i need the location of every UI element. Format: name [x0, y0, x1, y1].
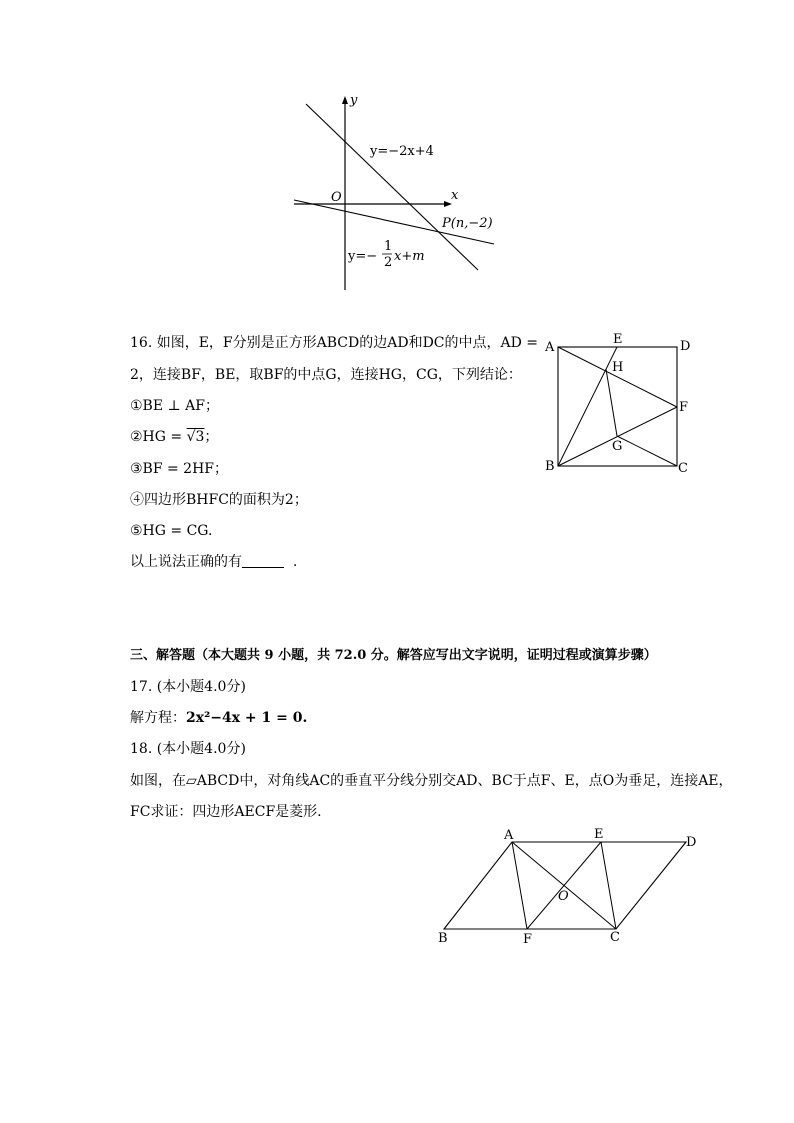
q16-question-text: 以上说法正确的有 — [130, 554, 242, 570]
label-d: D — [680, 339, 691, 354]
fraction-den: 2 — [384, 255, 393, 270]
line-shallow-suffix: x+m — [394, 249, 425, 264]
segment-af — [512, 842, 527, 929]
label-e: E — [594, 827, 604, 842]
segment-hg — [606, 369, 617, 436]
label-o: O — [558, 889, 569, 904]
section-3-heading: 三、解答题（本大题共 9 小题，共 72.0 分。解答应写出文字说明，证明过程或演算步骤） — [130, 648, 657, 663]
q16-question — [130, 553, 297, 571]
label-a: A — [545, 340, 555, 355]
square-figure-16 — [540, 330, 700, 480]
q17-equation-line — [130, 709, 307, 727]
q16-option-2-radical: √3 — [186, 429, 205, 445]
label-c: C — [678, 461, 688, 476]
q16-option-5: ⑤HG = CG. — [130, 523, 213, 539]
q16-option-2-post: ； — [204, 429, 219, 445]
label-b: B — [545, 459, 555, 474]
q16-answer-blank[interactable] — [242, 553, 284, 568]
x-axis-label: x — [451, 188, 459, 203]
y-axis-label: y — [350, 93, 358, 108]
graph-figure-15 — [280, 90, 510, 300]
q17-equation: 2x²−4x + 1 = 0. — [186, 710, 308, 726]
label-a: A — [504, 828, 514, 843]
q16-option-3: ③BF = 2HF； — [130, 461, 229, 477]
q17-equation-prefix: 解方程： — [130, 710, 186, 726]
line-shallow-label: y=− — [348, 249, 378, 264]
segment-ec — [601, 842, 616, 929]
q16-option-4: ④四边形BHFC的面积为2； — [130, 492, 308, 508]
segment-gc — [617, 436, 677, 466]
segment-be — [558, 347, 617, 466]
parallelogram-figure-18 — [430, 822, 710, 952]
label-e: E — [613, 332, 623, 347]
q17-label: 17. (本小题4.0分) — [130, 679, 246, 695]
label-f: F — [523, 932, 533, 947]
segment-af — [558, 347, 677, 407]
segment-ef — [527, 842, 601, 929]
fraction-num: 1 — [384, 239, 393, 254]
q18-line1: 如图，在▱ABCD中，对角线AC的垂直平分线分别交AD、BC于点F、E，点O为垂足，连接AE， — [130, 773, 733, 789]
q18-label: 18. (本小题4.0分) — [130, 741, 246, 757]
q16-line2: 2，连接BF，BE，取BF的中点G，连接HG，CG，下列结论： — [130, 367, 522, 383]
point-p-label: P(n,−2) — [442, 216, 493, 231]
origin-label: O — [331, 190, 342, 205]
q16-option-2-pre: ②HG = — [130, 429, 187, 445]
q16-option-1: ①BE ⊥ AF； — [130, 398, 219, 414]
q16-line1: 16. 如图，E，F分别是正方形ABCD的边AD和DC的中点，AD = — [130, 335, 539, 351]
y-axis-arrow — [342, 96, 348, 104]
label-g: G — [612, 439, 623, 454]
q18-line2: FC求证：四边形AECF是菱形. — [130, 804, 322, 820]
parallelogram-abcd — [444, 842, 686, 929]
q16-option-2 — [130, 428, 218, 446]
label-b: B — [438, 931, 448, 946]
label-f: F — [679, 400, 689, 415]
label-d: D — [686, 835, 697, 850]
q16-question-end: . — [292, 554, 298, 570]
label-c: C — [610, 930, 620, 945]
line-steep-label: y=−2x+4 — [370, 144, 434, 159]
label-h: H — [612, 360, 624, 375]
